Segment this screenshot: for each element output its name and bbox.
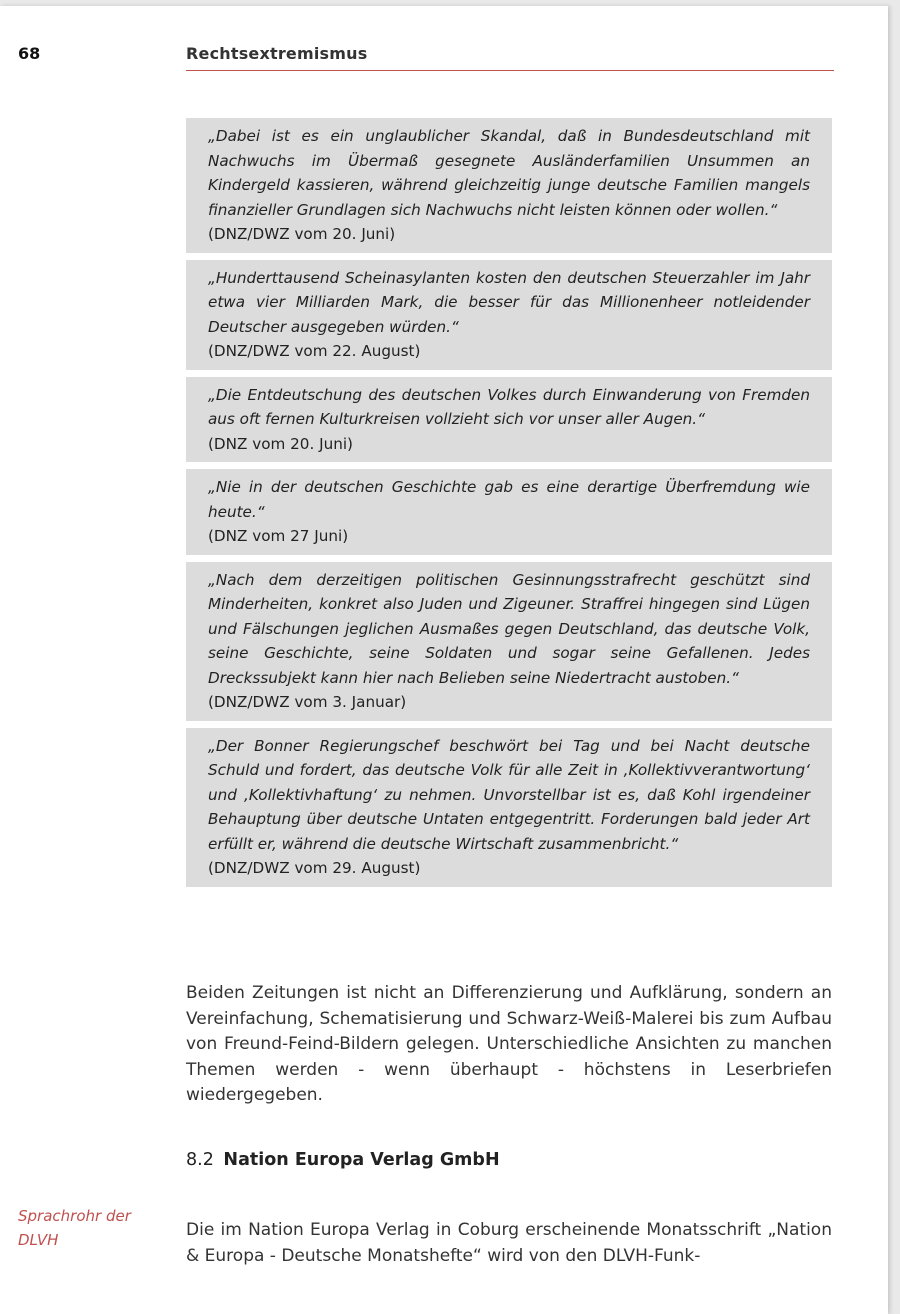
header-rule <box>186 70 834 71</box>
quote-text: „Der Bonner Regierungschef beschwört bei Tag und bei Nacht deutsche Schuld und fordert, das deutsche Volk für alle Zeit in ‚Kollektivverantwortung‘ und ‚Kollektivhaftung‘ zu nehmen. Unvorstellbar ist es, daß Kohl irgendeiner Behauptung über deutsche Untaten entgegentritt. Forderungen bald jeder Art erfüllt er, während die deutsche Wirtschaft zusammenbricht.“ <box>208 736 810 853</box>
running-title: Rechtsextremismus <box>186 44 368 63</box>
margin-note: Sprachrohr der DLVH <box>18 1207 131 1249</box>
section-number: 8.2 <box>186 1150 214 1170</box>
quote-text: „Hunderttausend Scheinasylanten kosten den deutschen Steuerzahler im Jahr etwa vier Milliarden Mark, die besser für das Millionenheer notleidender Deutscher ausgegeben würden.“ <box>208 268 810 336</box>
section-heading <box>186 1150 832 1170</box>
body-paragraph: Beiden Zeitungen ist nicht an Differenzierung und Aufklärung, sondern an Vereinfachung, Schematisierung und Schwarz-Weiß-Malerei bis zum Aufbau von Freund-Feind-Bildern gelegen. Unterschiedliche Ansichten zu manchen Themen werden - wenn überhaupt - höchstens in Leserbriefen wiedergegeben. <box>186 983 832 1105</box>
quote-text: „Nach dem derzeitigen politischen Gesinnungsstrafrecht geschützt sind Minderheiten, konkret also Juden und Zigeuner. Straffrei hingegen sind Lügen und Fälschungen jeglichen Ausmaßes gegen Deutschland, das deutsche Volk, seine Geschichte, seine Soldaten und sogar seine Gefallenen. Jedes Dreckssubjekt kann hier nach Belieben seine Niedertracht austoben.“ <box>208 570 810 687</box>
quote-text: „Dabei ist es ein unglaublicher Skandal, daß in Bundesdeutschland mit Nachwuchs im Übermaß gesegnete Ausländerfamilien Unsummen an Kindergeld kassieren, während gleichzeitig junge deutsche Familien mangels finanzieller Grundlagen sich Nachwuchs nicht leisten können oder wollen.“ <box>208 127 810 219</box>
quote-source: (DNZ vom 20. Juni) <box>208 434 353 453</box>
section-title: Nation Europa Verlag GmbH <box>223 1150 500 1170</box>
quote-list <box>186 118 832 894</box>
intro-paragraph: Die im Nation Europa Verlag in Coburg erscheinende Monatsschrift „Nation & Europa - Deutsche Monatshefte“ wird von den DLVH-Funk- <box>186 1220 832 1266</box>
page-number: 68 <box>18 44 41 63</box>
quote-box <box>186 562 832 721</box>
page-header <box>0 44 888 74</box>
quote-source: (DNZ vom 27 Juni) <box>208 527 349 545</box>
quote-source: (DNZ/DWZ vom 20. Juni) <box>208 225 396 243</box>
quote-box <box>186 260 832 370</box>
quote-box <box>186 469 832 555</box>
quote-box <box>186 728 832 887</box>
quote-source: (DNZ/DWZ vom 3. Januar) <box>208 693 407 711</box>
quote-text: „Nie in der deutschen Geschichte gab es eine derartige Überfremdung wie heute.“ <box>208 478 810 521</box>
quote-box <box>186 118 832 253</box>
document-page <box>0 6 888 1314</box>
quote-box <box>186 377 832 463</box>
quote-text: „Die Entdeutschung des deutschen Volkes durch Einwanderung von Fremden aus oft fernen Kulturkreisen vollzieht sich vor unser aller Augen.“ <box>208 385 810 428</box>
quote-source: (DNZ/DWZ vom 29. August) <box>208 859 421 877</box>
quote-source: (DNZ/DWZ vom 22. August) <box>208 342 421 360</box>
